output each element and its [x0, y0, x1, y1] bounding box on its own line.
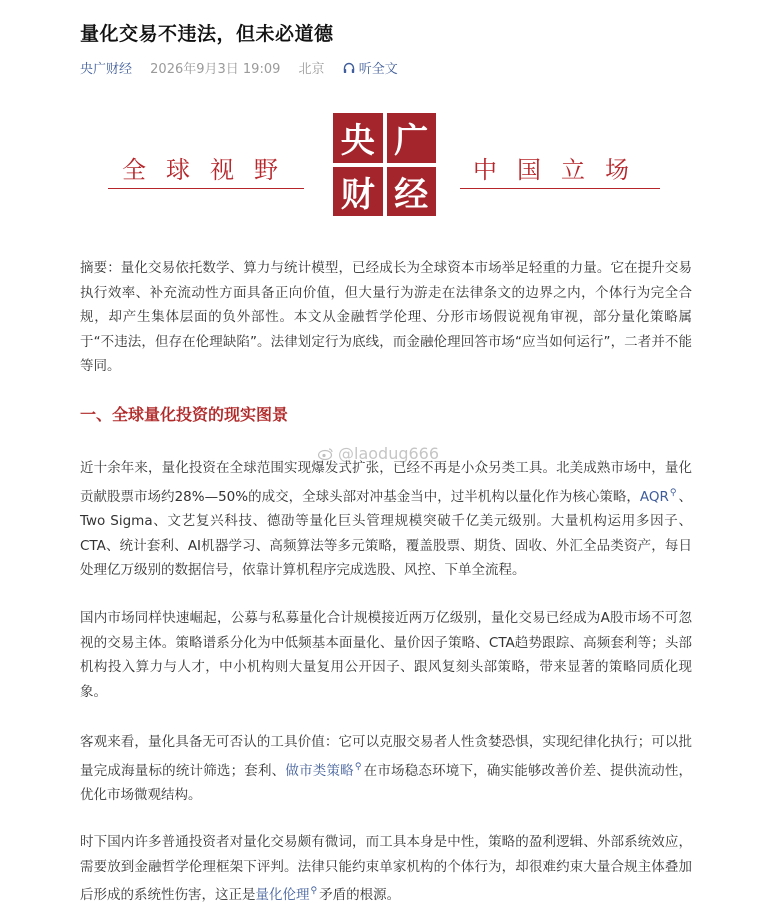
cnr-finance-banner [108, 108, 664, 220]
banner-divider-left [108, 188, 304, 189]
paragraph-text: 时下国内许多普通投资者对量化交易颇有微词，而工具本身是中性，策略的盈利逻辑、外部系统效应，需要放到金融哲学伦理框架下评判。法律只能约束单家机构的个体行为，却很难约束大量合规主体叠加后形成的系统性伤害，这正是 [80, 834, 692, 903]
section-heading: 一、全球量化投资的现实图景 [80, 405, 289, 424]
paragraph-text: 矛盾的根源。 [319, 887, 401, 903]
paragraph-text: 客观来看，量化具备无可否认的工具价值：它可以克服交易者人性贪婪恐惧，实现纪律化执行；可以批量完成海量标的统计筛选；套利、 [80, 734, 692, 779]
logo-char: 财 [333, 167, 383, 217]
paragraph-text: 近十余年来，量化投资在全球范围实现爆发式扩张，已经不再是小众另类工具。北美成熟市场中，量化贡献股票市场约28%—50%的成交，全球头部对冲基金当中，过半机构以量化作为核心策略， [80, 460, 692, 505]
paragraph-text: 在市场稳态环境下，确实能够改善价差、提供流动性，优化市场微观结构。 [80, 762, 693, 803]
search-link-icon[interactable]: ⚲ [310, 886, 318, 896]
body-paragraph [80, 730, 692, 808]
watermark-text: @laodug666 [338, 444, 440, 463]
publish-location: 北京 [298, 62, 325, 77]
paragraph-text: 、Two Sigma、文艺复兴科技、德劭等量化巨头管理规模突破千亿美元级别。大量机构运用多因子、CTA、统计套利、AI机器学习、高频算法等多元策略，覆盖股票、期货、固收、外汇全品类资产，每日处理亿万级别的数据信号，依靠计算机程序完成选股、风控、下单全流程。 [80, 488, 693, 578]
body-paragraph [80, 830, 692, 908]
listen-button[interactable] [343, 62, 398, 77]
search-link-icon[interactable]: ⚲ [354, 761, 362, 772]
article-title: 量化交易不违法，但未必道德 [80, 23, 334, 45]
slogan-right: 中国立场 [473, 156, 649, 184]
market-making-link[interactable]: 做市类策略 [285, 762, 354, 779]
banner-divider-right [460, 188, 660, 189]
body-paragraph: 国内市场同样快速崛起，公募与私募量化合计规模接近两万亿级别，量化交易已经成为A股市场不可忽视的交易主体。策略谱系分化为中低频基本面量化、量价因子策略、CTA趋势跟踪、高频套利等；头部机构投入算力与人才，中小机构则大量复用公开因子、跟风复刻头部策略，带来显著的策略同质化现象。 [80, 610, 692, 700]
publish-time: 2026年9月3日 19:09 [150, 62, 281, 77]
source-link[interactable]: 央广财经 [80, 62, 133, 77]
aqr-link[interactable]: AQR [639, 488, 669, 505]
quant-ethics-link[interactable]: 量化伦理 [255, 887, 310, 903]
logo-char: 广 [387, 113, 437, 163]
logo-char: 央 [333, 113, 383, 163]
body-paragraph [80, 456, 692, 583]
headphone-icon [343, 62, 355, 74]
cnr-finance-logo [333, 113, 436, 216]
logo-char: 经 [387, 167, 437, 217]
abstract-paragraph: 摘要：量化交易依托数学、算力与统计模型，已经成长为全球资本市场举足轻重的力量。它在提升交易执行效率、补充流动性方面具备正向价值，但大量行为游走在法律条文的边界之内，个体行为完全合规，却产生集体层面的负外部性。本文从金融哲学伦理、分形市场假说视角审视，部分量化策略属于“不违法，但存在伦理缺陷”。法律划定行为底线，而金融伦理回答市场“应当如何运行”，二者并不能等同。 [80, 260, 692, 374]
listen-label: 听全文 [358, 62, 398, 77]
slogan-left: 全球视野 [122, 156, 298, 184]
article-meta [80, 58, 398, 77]
search-link-icon[interactable]: ⚲ [669, 487, 677, 498]
